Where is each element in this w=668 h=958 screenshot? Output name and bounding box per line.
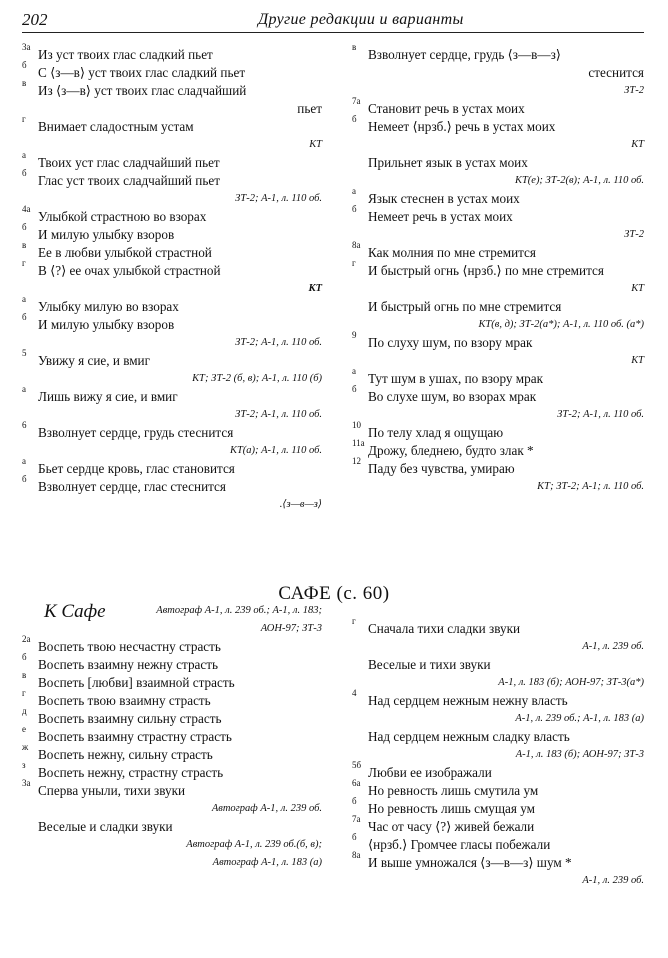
variant-mark: а [352, 186, 356, 196]
verse-text: Как молния по мне стремится [368, 245, 536, 260]
variant-mark: 4а [22, 204, 31, 214]
source-reference: ЗТ-2; А-1, л. 110 об. [235, 193, 322, 204]
variant-mark: г [22, 114, 26, 124]
verse-line [22, 240, 322, 262]
variant-mark: б [22, 222, 27, 232]
verse-text: В ⟨?⟩ ее очах улыбкой страстной [38, 263, 221, 278]
source-reference: КТ; ЗТ-2; А-1; л. 110 об. [537, 481, 644, 492]
source-reference: ЗТ-2; А-1, л. 110 об. [235, 409, 322, 420]
verse-text: ⟨нрзб.⟩ Громчее гласы побежали [368, 837, 551, 852]
verse-text: Воспеть взаимну страстну страсть [38, 729, 232, 744]
verse-line [22, 222, 322, 244]
verse-text: Час от часу ⟨?⟩ живей бежали [368, 819, 535, 834]
variant-mark: 11а [352, 438, 365, 448]
verse-text: И милую улыбку взоров [38, 317, 175, 332]
source-reference: КТ [631, 355, 644, 366]
variant-mark: б [22, 474, 27, 484]
verse-line [22, 634, 322, 656]
verse-line [352, 616, 644, 638]
variant-mark: 5б [352, 760, 362, 770]
verse-text: Над сердцем нежным нежну власть [368, 693, 568, 708]
source-reference: КТ [631, 283, 644, 294]
verse-line [22, 60, 322, 82]
source-reference: А-1, л. 239 об. [582, 641, 644, 652]
verse-line [352, 96, 644, 118]
variant-mark: б [352, 796, 357, 806]
variant-mark: 7а [352, 96, 361, 106]
variant-mark: а [22, 150, 26, 160]
verse-text: Становит речь в устах моих [368, 101, 525, 116]
verse-line [352, 42, 644, 64]
source-reference: КТ [309, 139, 322, 150]
verse-text: Сначала тихи сладки звуки [368, 621, 521, 636]
source-reference: ЗТ-2 [624, 85, 644, 96]
variant-mark: в [22, 78, 27, 88]
verse-line [22, 312, 322, 334]
left-column [22, 42, 322, 514]
source-reference: КТ [631, 139, 644, 150]
verse-line [22, 724, 322, 746]
verse-line [22, 294, 322, 316]
verse-text: Над сердцем нежным сладку власть [368, 729, 570, 744]
verse-text: По слуху шум, по взору мрак [368, 335, 533, 350]
verse-text: Лишь вижу я сие, и вмиг [38, 389, 178, 404]
section-title: САФЕ (с. 60) [278, 583, 390, 604]
source-reference: КТ(е); ЗТ-2(в); А-1, л. 110 об. [514, 175, 644, 186]
variant-mark: 4 [352, 688, 357, 698]
verse-text: Любви ее изображали [368, 765, 492, 780]
variant-mark: 2а [22, 634, 31, 644]
variant-mark: д [22, 706, 27, 716]
verse-text: Немеет ⟨нрзб.⟩ речь в устах моих [368, 119, 556, 134]
verse-text: Ее в любви улыбкой страстной [38, 245, 212, 260]
variant-mark: 10 [352, 420, 361, 430]
verse-line [22, 114, 322, 136]
verse-text: Воспеть [любви] взаимной страсть [38, 675, 235, 690]
variant-mark: а [352, 366, 356, 376]
verse-text: Увижу я сие, и вмиг [38, 353, 151, 368]
verse-line [352, 796, 644, 818]
verse-line [352, 688, 644, 710]
verse-text: Сперва уныли, тихи звуки [38, 783, 186, 798]
verse-line [22, 150, 322, 172]
variant-mark: 6а [352, 778, 361, 788]
verse-line [22, 258, 322, 280]
verse-text: Тут шум в ушах, по взору мрак [368, 371, 543, 386]
verse-text: Во слухе шум, во взорах мрак [368, 389, 537, 404]
variant-mark: ж [22, 742, 29, 752]
verse-text: Веселые и сладки звуки [38, 819, 173, 834]
variant-mark: б [352, 114, 357, 124]
verse-text: Но ревность лишь смутила ум [368, 783, 539, 798]
verse-line [22, 778, 322, 800]
verse-line [352, 114, 644, 136]
verse-line [352, 850, 644, 872]
source-reference: Автограф А-1, л. 239 об. [211, 803, 322, 814]
variant-mark: б [22, 60, 27, 70]
verse-line [352, 366, 644, 388]
source-reference: .⟨з—в—з⟩ [279, 499, 322, 510]
source-reference: ЗТ-2 [624, 229, 644, 240]
verse-line [352, 778, 644, 800]
verse-text: Воспеть нежну, сильну страсть [38, 747, 213, 762]
verse-text: Воспеть взаимну сильну страсть [38, 711, 222, 726]
running-header [22, 10, 644, 33]
verse-text: Воспеть твою взаимну страсть [38, 693, 211, 708]
source-reference: Автограф А-1, л. 239 об.; А-1, л. 183; [156, 605, 322, 616]
poem-title: К Сафе [44, 601, 106, 622]
variant-mark: 5 [22, 348, 27, 358]
verse-line [352, 438, 644, 460]
variant-mark: б [352, 832, 357, 842]
verse-line [22, 204, 322, 226]
verse-text: Из ⟨з—в⟩ уст твоих глас сладчайший [38, 83, 247, 98]
verse-line [22, 78, 322, 100]
running-title: Другие редакции и варианты [258, 11, 464, 28]
verse-line [352, 384, 644, 406]
verse-text: И выше умножался ⟨з—в—з⟩ шум * [368, 855, 572, 870]
variant-mark: е [22, 724, 26, 734]
verse-text: Паду без чувства, умираю [368, 461, 515, 476]
verse-text: Немеет речь в устах моих [368, 209, 513, 224]
verse-line [22, 384, 322, 406]
variant-mark: б [22, 168, 27, 178]
verse-line [352, 298, 644, 316]
variant-mark: а [22, 384, 26, 394]
verse-line [22, 688, 322, 710]
verse-text: Улыбку милую во взорах [38, 299, 179, 314]
verse-line [352, 186, 644, 208]
source-reference: ЗТ-2; А-1, л. 110 об. [557, 409, 644, 420]
verse-line [22, 474, 322, 496]
verse-text: Дрожу, бледнею, будто злак * [368, 443, 534, 458]
page-number: 202 [22, 10, 48, 29]
verse-line [352, 656, 644, 674]
verse-line [352, 204, 644, 226]
verse-text: По телу хлад я ощущаю [368, 425, 504, 440]
verse-line [352, 760, 644, 782]
verse-line [22, 652, 322, 674]
verse-line [22, 420, 322, 442]
variant-mark: б [352, 384, 357, 394]
verse-line [352, 330, 644, 352]
verse-line [22, 456, 322, 478]
verse-text: Прильнет язык в устах моих [368, 155, 528, 170]
verse-text: Но ревность лишь смущая ум [368, 801, 536, 816]
source-reference: КТ(а); А-1, л. 110 об. [229, 445, 322, 456]
variant-mark: б [22, 652, 27, 662]
source-reference: КТ(в, д); ЗТ-2(а*); А-1, л. 110 об. (а*) [478, 319, 644, 330]
verse-text: пьет [297, 101, 322, 116]
source-reference: А-1, л. 183 (б); АОН-97; ЗТ-3(а*) [498, 677, 644, 688]
verse-text: Бьет сердце кровь, глас становится [38, 461, 235, 476]
variant-mark: а [22, 294, 26, 304]
right-column [352, 42, 644, 496]
variant-mark: 3а [22, 42, 31, 52]
verse-line [352, 420, 644, 442]
variant-mark: 9 [352, 330, 357, 340]
verse-text: Улыбкой страстною во взорах [38, 209, 207, 224]
variant-mark: 12 [352, 456, 361, 466]
verse-text: И быстрый огнь ⟨нрзб.⟩ по мне стремится [368, 263, 604, 278]
verse-text: Воспеть нежну, страстну страсть [38, 765, 224, 780]
variant-mark: 7а [352, 814, 361, 824]
variant-mark: в [22, 670, 27, 680]
source-reference: КТ; ЗТ-2 (б, в); А-1, л. 110 (б) [192, 373, 322, 384]
variant-mark: г [22, 688, 26, 698]
verse-text: И быстрый огнь по мне стремится [368, 299, 562, 314]
verse-text: Воспеть твою несчастну страсть [38, 639, 221, 654]
source-reference: Автограф А-1, л. 239 об.(б, в); [186, 839, 322, 850]
variant-mark: б [22, 312, 27, 322]
verse-text: Взволнует сердце, глас стеснится [38, 479, 226, 494]
verse-line [352, 456, 644, 478]
verse-text: стеснится [588, 65, 644, 80]
left-column-2 [22, 602, 322, 872]
verse-line [22, 42, 322, 64]
verse-line [352, 64, 644, 82]
verse-line [22, 742, 322, 764]
verse-line [22, 100, 322, 118]
source-reference: КТ [308, 283, 322, 294]
verse-text: Внимает сладостным устам [38, 119, 194, 134]
variant-mark: г [352, 258, 356, 268]
variant-mark: г [352, 616, 356, 626]
verse-line [352, 240, 644, 262]
source-reference: А-1, л. 239 об.; А-1, л. 183 (а) [515, 713, 644, 724]
verse-text: Взволнует сердце, грудь стеснится [38, 425, 234, 440]
variant-mark: в [352, 42, 357, 52]
variant-mark: б [352, 204, 357, 214]
verse-line [22, 760, 322, 782]
verse-line [352, 832, 644, 854]
verse-text: Взволнует сердце, грудь ⟨з—в—з⟩ [368, 47, 561, 62]
verse-text: Из уст твоих глас сладкий пьет [38, 47, 213, 62]
variant-mark: в [22, 240, 27, 250]
variant-mark: 8а [352, 850, 361, 860]
right-column-2 [352, 616, 644, 890]
variant-mark: з [22, 760, 26, 770]
source-reference: А-1, л. 183 (б); АОН-97; ЗТ-3 [515, 749, 644, 760]
variant-mark: 3а [22, 778, 31, 788]
verse-text: Воспеть взаимну нежну страсть [38, 657, 219, 672]
verse-text: С ⟨з—в⟩ уст твоих глас сладкий пьет [38, 65, 246, 80]
verse-line [22, 168, 322, 190]
source-reference: ЗТ-2; А-1, л. 110 об. [235, 337, 322, 348]
source-reference: А-1, л. 239 об. [582, 875, 644, 886]
verse-line [352, 814, 644, 836]
verse-line [352, 728, 644, 746]
verse-text: И милую улыбку взоров [38, 227, 175, 242]
verse-text: Веселые и тихи звуки [368, 657, 491, 672]
verse-line [22, 706, 322, 728]
verse-line [22, 670, 322, 692]
variant-mark: 6 [22, 420, 27, 430]
variant-mark: а [22, 456, 26, 466]
variant-mark: г [22, 258, 26, 268]
variant-mark: 8а [352, 240, 361, 250]
source-reference: АОН-97; ЗТ-3 [260, 623, 322, 634]
source-reference: Автограф А-1, л. 183 (а) [212, 857, 322, 868]
verse-line [352, 154, 644, 172]
verse-line [352, 258, 644, 280]
verse-text: Глас уст твоих сладчайший пьет [38, 173, 220, 188]
verse-text: Язык стеснен в устах моих [368, 191, 520, 206]
verse-line [22, 818, 322, 836]
verse-line [22, 348, 322, 370]
verse-text: Твоих уст глас сладчайший пьет [38, 155, 220, 170]
